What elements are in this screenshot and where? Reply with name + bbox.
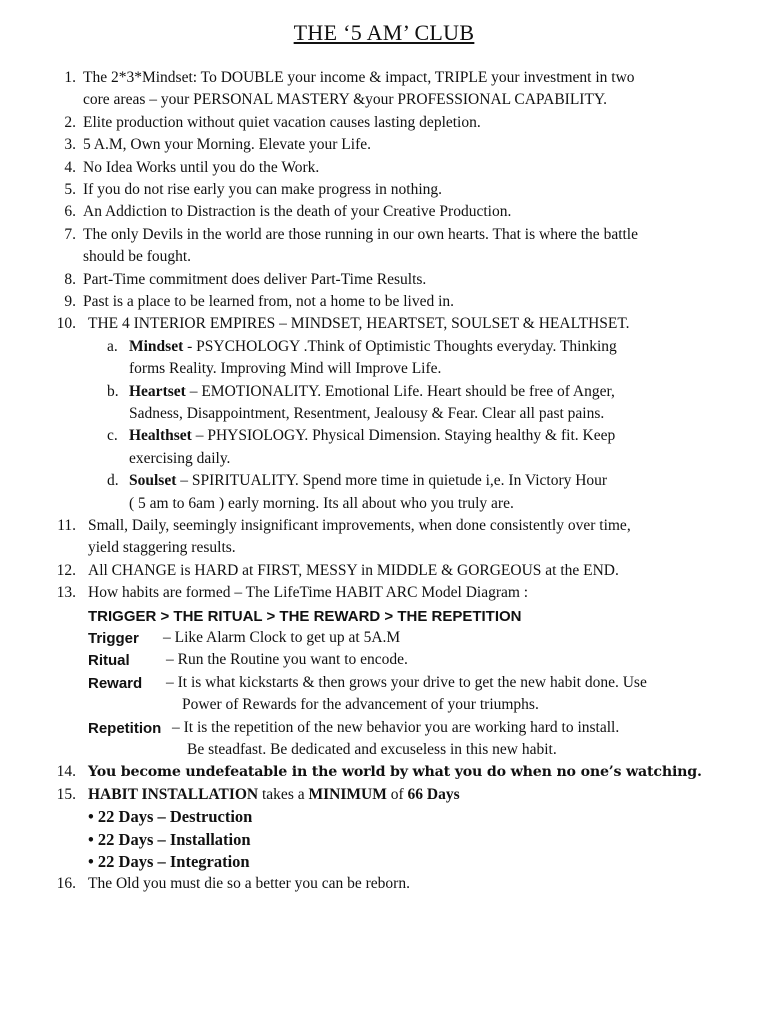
list-number: 16.: [56, 875, 76, 893]
list-item-text: The 2*3*Mindset: To DOUBLE your income & impact, TRIPLE your investment in two: [83, 69, 635, 86]
list-item-text: If you do not rise early you can make progress in nothing.: [83, 181, 442, 198]
sub-list-letter: a.: [107, 337, 118, 355]
list-number: 1.: [64, 69, 76, 86]
sub-list-letter: d.: [107, 472, 119, 490]
list-number: 15.: [56, 785, 76, 803]
empire-heading: Heartset: [129, 382, 186, 400]
habit-arc-heading: TRIGGER > THE RITUAL > THE REWARD > THE REPETITION: [88, 607, 522, 625]
text-span: of: [386, 785, 408, 803]
list-item-text: [88, 784, 460, 806]
sub-list-text: [129, 425, 615, 447]
sub-list-text: [129, 381, 615, 403]
habit-description: – It is the repetition of the new behavior you are working hard to install.: [172, 718, 620, 736]
sub-list-text: [129, 336, 617, 358]
habit-description: Be steadfast. Be dedicated and excuseless in this new habit.: [187, 741, 557, 758]
list-item-text: 5 A.M, Own your Morning. Elevate your Life.: [83, 136, 371, 154]
list-item-text: Past is a place to be learned from, not a home to be lived in.: [83, 293, 455, 310]
sub-list-text: Sadness, Disappointment, Resentment, Jealousy & Fear. Clear all past pains.: [129, 405, 605, 422]
empire-description: - PSYCHOLOGY .Think of Optimistic Thoughts everyday. Thinking: [183, 337, 617, 355]
list-item-text: should be fought.: [83, 248, 192, 266]
empire-description: – PHYSIOLOGY. Physical Dimension. Staying healthy & fit. Keep: [191, 427, 616, 445]
list-item-text: You become undefeatable in the world by what you do when no one’s watching.: [88, 764, 702, 781]
empire-description: – EMOTIONALITY. Emotional Life. Heart should be free of Anger,: [185, 382, 615, 400]
installation-phase: • 22 Days – Installation: [88, 829, 251, 849]
sub-list-letter: b.: [107, 382, 119, 400]
habit-term: Trigger: [88, 630, 139, 647]
habit-description: – Run the Routine you want to encode.: [166, 651, 408, 669]
habit-term: Ritual: [88, 652, 130, 670]
sub-list-text: [129, 470, 607, 492]
habit-term: Repetition: [88, 719, 162, 737]
list-item-text: core areas – your PERSONAL MASTERY &your PROFESSIONAL CAPABILITY.: [83, 91, 607, 109]
list-number: 10.: [56, 315, 76, 333]
empire-heading: Soulset: [129, 472, 177, 490]
list-item-text: Part-Time commitment does deliver Part-Time Results.: [83, 270, 427, 288]
empire-heading: Healthset: [129, 427, 192, 445]
installation-phase: • 22 Days – Integration: [88, 852, 250, 871]
habit-term: Reward: [88, 674, 143, 692]
sub-list-letter: c.: [107, 427, 118, 445]
list-item-text: yield staggering results.: [88, 539, 236, 557]
list-item-text: No Idea Works until you do the Work.: [83, 158, 320, 176]
list-number: 14.: [56, 763, 76, 781]
sub-list-text: exercising daily.: [129, 449, 231, 467]
list-item-text: An Addiction to Distraction is the death of your Creative Production.: [83, 203, 512, 221]
habit-description: Power of Rewards for the advancement of your triumphs.: [182, 696, 539, 714]
list-number: 13.: [56, 584, 76, 602]
habit-description: – It is what kickstarts & then grows your drive to get the new habit done. Use: [166, 673, 647, 691]
bold-text: 66 Days: [407, 785, 460, 803]
list-number: 5.: [64, 181, 76, 198]
list-number: 7.: [64, 225, 76, 243]
sub-list-text: forms Reality. Improving Mind will Improve Life.: [129, 360, 442, 378]
bold-text: MINIMUM: [308, 785, 387, 803]
empire-heading: Mindset: [129, 337, 184, 355]
list-item-text: Elite production without quiet vacation causes lasting depletion.: [83, 113, 481, 131]
list-number: 11.: [57, 517, 76, 534]
sub-list-text: ( 5 am to 6am ) early morning. Its all about who you truly are.: [129, 494, 514, 512]
list-number: 4.: [64, 158, 76, 176]
list-number: 3.: [64, 136, 76, 154]
text-span: takes a: [258, 785, 309, 803]
list-number: 8.: [64, 270, 76, 288]
list-item-text: How habits are formed – The LifeTime HABIT ARC Model Diagram :: [88, 584, 529, 602]
page-title: THE ‘5 AM’ CLUB: [293, 20, 475, 45]
list-number: 9.: [64, 293, 76, 310]
bold-text: HABIT INSTALLATION: [88, 785, 259, 803]
list-item-text: The Old you must die so a better you can be reborn.: [88, 875, 410, 893]
list-item-text: THE 4 INTERIOR EMPIRES – MINDSET, HEARTSET, SOULSET & HEALTHSET.: [88, 315, 630, 333]
list-item-text: All CHANGE is HARD at FIRST, MESSY in MIDDLE & GORGEOUS at the END.: [88, 561, 619, 579]
list-number: 12.: [56, 561, 76, 579]
installation-phase: • 22 Days – Destruction: [88, 807, 253, 827]
list-item-text: The only Devils in the world are those running in our own hearts. That is where the battle: [83, 225, 638, 243]
empire-description: – SPIRITUALITY. Spend more time in quietude i,e. In Victory Hour: [176, 472, 608, 490]
list-item-text: Small, Daily, seemingly insignificant improvements, when done consistently over time,: [88, 517, 631, 534]
list-number: 6.: [64, 203, 76, 221]
habit-description: – Like Alarm Clock to get up at 5A.M: [163, 629, 401, 646]
list-number: 2.: [64, 113, 76, 131]
